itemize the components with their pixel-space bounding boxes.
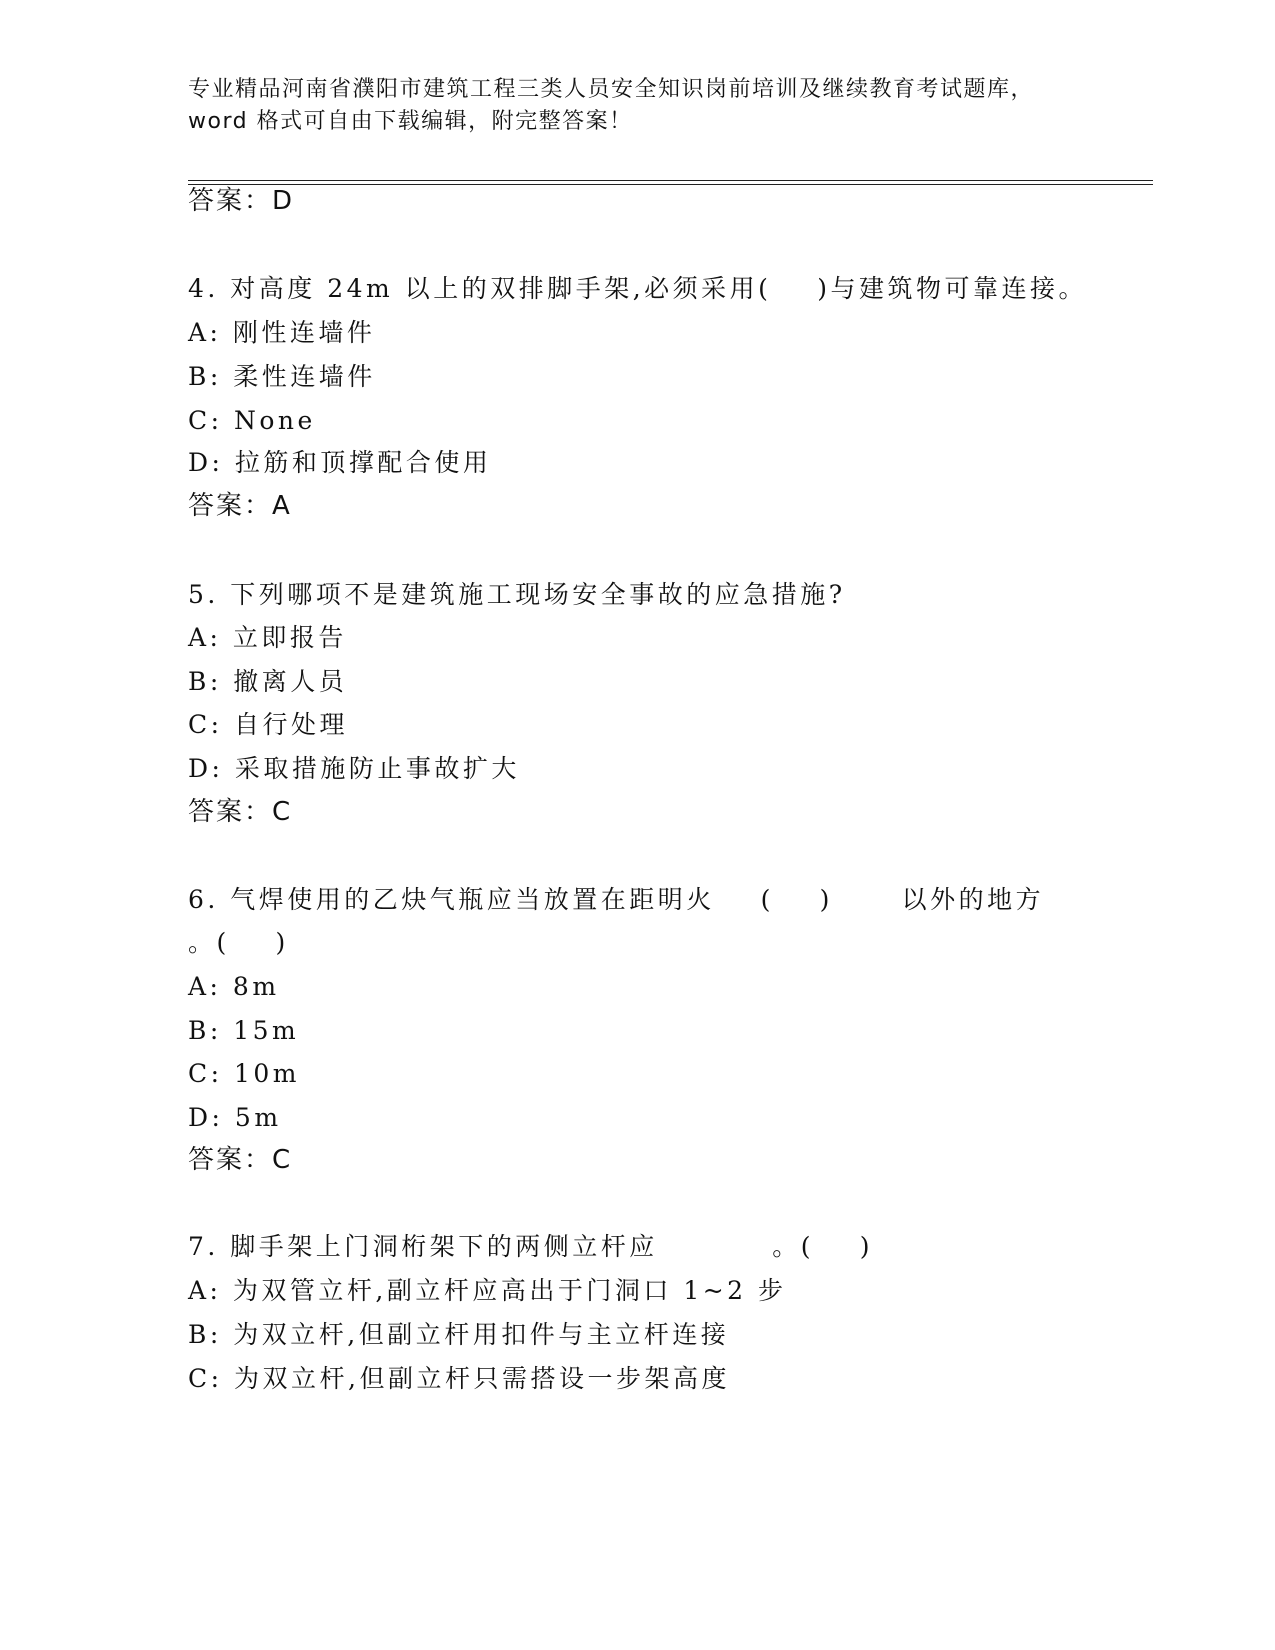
question-4-answer: 答案：A [188, 491, 292, 521]
question-6-option-c: C: 10m [188, 1059, 301, 1088]
header-divider-bottom [188, 184, 1153, 185]
question-6-option-d: D: 5m [188, 1103, 282, 1132]
question-5-option-d: D: 采取措施防止事故扩大 [188, 754, 520, 783]
header-divider-top [188, 180, 1153, 181]
question-5-option-b: B: 撤离人员 [188, 667, 348, 696]
question-6-answer: 答案：C [188, 1145, 293, 1175]
question-6-stem: 6. 气焊使用的乙炔气瓶应当放置在距明火 ( ) 以外的地方 [188, 885, 1045, 914]
question-6-stem-continued: 。( ) [188, 928, 289, 957]
question-5-option-a: A: 立即报告 [188, 623, 347, 652]
question-7-option-a: A: 为双管立杆,副立杆应高出于门洞口 1~2 步 [188, 1276, 787, 1305]
question-7-stem: 7. 脚手架上门洞桁架下的两侧立杆应 。( ) [188, 1232, 874, 1261]
question-6-option-b: B: 15m [188, 1016, 300, 1045]
question-7-option-b: B: 为双立杆,但副立杆用扣件与主立杆连接 [188, 1320, 730, 1349]
question-4-option-b: B: 柔性连墙件 [188, 362, 376, 391]
question-5-stem: 5. 下列哪项不是建筑施工现场安全事故的应急措施? [188, 580, 846, 609]
header-line-1: 专业精品河南省濮阳市建筑工程三类人员安全知识岗前培训及继续教育考试题库， [188, 77, 1035, 102]
question-4-option-d: D: 拉筋和顶撑配合使用 [188, 448, 492, 477]
header-line-2: word 格式可自由下载编辑，附完整答案！ [188, 109, 633, 134]
question-4-option-c: C: None [188, 406, 316, 435]
question-5-option-c: C: 自行处理 [188, 710, 348, 739]
question-6-option-a: A: 8m [188, 972, 280, 1001]
question-4-option-a: A: 刚性连墙件 [188, 318, 376, 347]
answer-prev: 答案：D [188, 186, 295, 216]
question-7-option-c: C: 为双立杆,但副立杆只需搭设一步架高度 [188, 1364, 730, 1393]
question-4-stem: 4. 对高度 24m 以上的双排脚手架,必须采用( )与建筑物可靠连接。 [188, 274, 1087, 303]
page-header [188, 74, 1088, 138]
question-5-answer: 答案：C [188, 797, 293, 827]
